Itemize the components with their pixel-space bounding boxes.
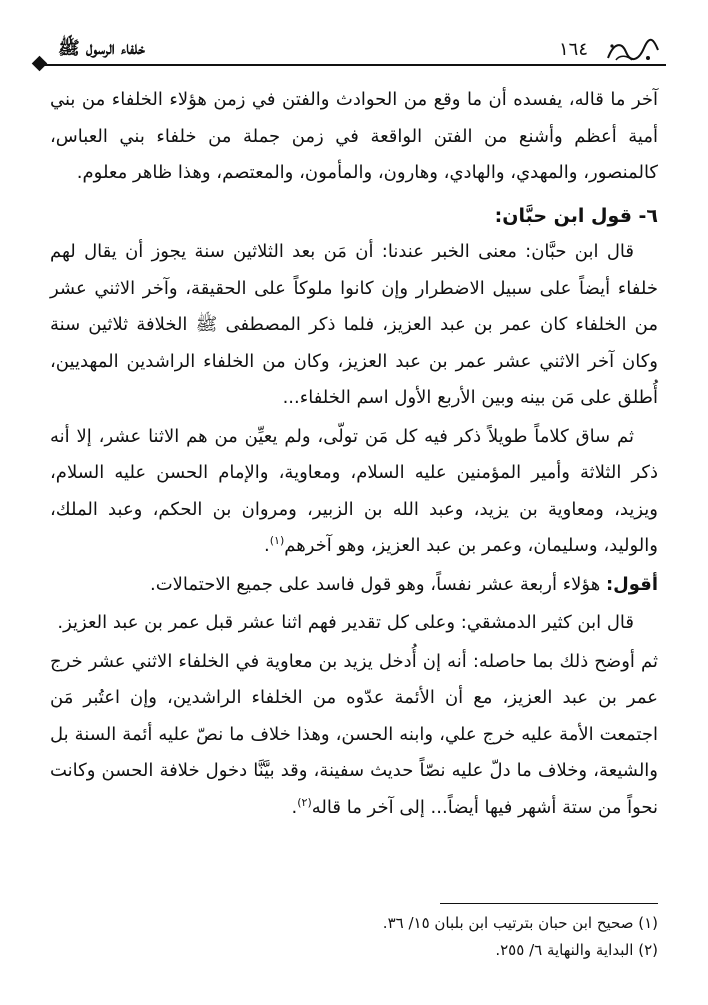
calligraphy-ornament-icon xyxy=(604,36,660,64)
footnote-separator xyxy=(440,903,658,904)
paragraph-4-lead: أقول: xyxy=(605,573,658,595)
paragraph-4 xyxy=(50,567,658,604)
paragraph-6-text: ثم أوضح ذلك بما حاصله: أنه إن أُدخل يزيد بن معاوية في الخلفاء الاثني عشر خرج عمر بن عبد العزيز، مع أن الأئمة عدّوه من الخلفاء الراشدين، وإن اعتُبر مَن اجتمعت الأمة عليه خرج علي، وابنه الحسن، وهذا خلاف ما نصّ عليه أئمة السنة بل والشيعة، وخلاف ما دلّ عليه نصّاً حديث سفينة، وقد بيَّنَّا دخول خلافة الحسن وكانت نحواً من ستة أشهر فيها أيضاً... إلى آخر ما قاله xyxy=(50,650,658,818)
page-number: ١٦٤ xyxy=(558,39,588,60)
paragraph-3-end: . xyxy=(263,535,270,556)
header-rule xyxy=(44,64,666,66)
page-body xyxy=(50,82,658,826)
paragraph-6-end: . xyxy=(291,796,298,818)
footnote-ref-1[interactable]: (١) xyxy=(269,534,285,547)
footnote-2: (٢) البداية والنهاية ٦/ ٢٥٥. xyxy=(495,941,658,959)
running-title: خلفاء الرسول ﷺ xyxy=(52,34,151,64)
footnote-1: (١) صحيح ابن حبان بترتيب ابن بلبان ١٥/ ٣٦. xyxy=(382,914,658,932)
section-heading: ٦- قول ابن حبَّان: xyxy=(494,204,658,227)
paragraph-3 xyxy=(50,419,658,565)
footnotes xyxy=(50,910,658,964)
paragraph-6 xyxy=(50,644,658,827)
paragraph-1: آخر ما قاله، يفسده أن ما وقع من الحوادث والفتن في زمن هؤلاء الخلفاء من بني أمية أعظم وأشنع من الفتن الواقعة في زمن جملة من خلفاء بني العباس، كالمنصور، والمهدي، والهادي، وهارون، والمأمون، والمعتصم، وهذا ظاهر معلوم. xyxy=(50,89,658,183)
page-header xyxy=(26,34,672,74)
diamond-ornament-icon xyxy=(32,56,48,72)
footnote-ref-2[interactable]: (٢) xyxy=(297,795,312,809)
paragraph-4-text: هؤلاء أربعة عشر نفساً، وهو قول فاسد على جميع الاحتمالات. xyxy=(149,573,606,595)
paragraph-5: قال ابن كثير الدمشقي: وعلى كل تقدير فهم اثنا عشر قبل عمر بن عبد العزيز. xyxy=(57,612,634,633)
paragraph-2: قال ابن حبَّان: معنى الخبر عندنا: أن مَن بعد الثلاثين سنة يجوز أن يقال لهم خلفاء أيضاً على سبيل الاضطرار وإن كانوا ملوكاً على الحقيقة، وآخر الاثني عشر من الخلفاء كان عمر بن عبد العزيز، فلما ذكر المصطفى ﷺ الخلافة ثلاثين سنة وكان آخر الاثني عشر عمر بن عبد العزيز، وكان من الخلفاء الراشدين المهديين، أُطلق على مَن بينه وبين الأربع الأول اسم الخلفاء... xyxy=(50,241,658,408)
paragraph-3-text: ثم ساق كلاماً طويلاً ذكر فيه كل مَن تولّى، ولم يعيِّن من هم الاثنا عشر، إلا أنه ذكر الثلاثة وأمير المؤمنين عليه السلام، ومعاوية، والإمام الحسن عليه السلام، ويزيد، ومعاوية بن يزيد، وعبد الله بن الزبير، ومروان بن الحكم، وعبد الملك، والوليد، وسليمان، وعمر بن عبد العزيز، وهو آخرهم xyxy=(50,425,658,556)
